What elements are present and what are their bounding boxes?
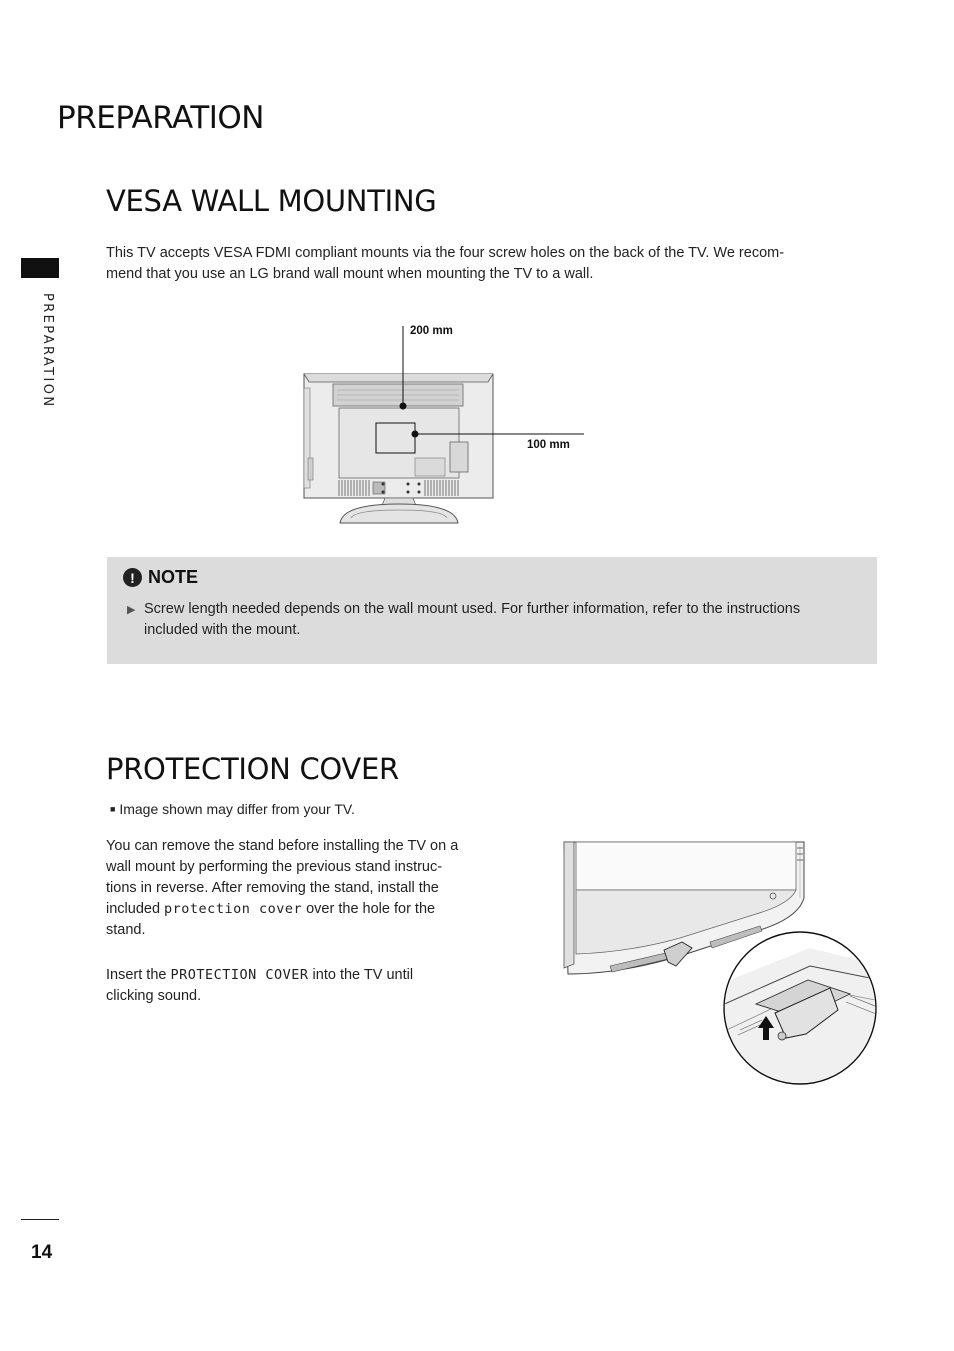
vesa-body-line: mend that you use an LG brand wall mount when mounting the TV to a wall. bbox=[106, 266, 594, 282]
disclaimer bbox=[110, 799, 355, 820]
protection-paragraph-1 bbox=[106, 836, 458, 941]
vesa-section-title: VESA WALL MOUNTING bbox=[106, 184, 437, 218]
footer-rule bbox=[21, 1219, 59, 1220]
square-bullet-icon: ■ bbox=[110, 804, 116, 814]
side-tab-marker bbox=[21, 258, 59, 278]
paragraph-line: You can remove the stand before installing the TV on a bbox=[106, 838, 459, 854]
dimension-label-100mm: 100 mm bbox=[527, 439, 570, 451]
note-heading-text: NOTE bbox=[148, 567, 199, 587]
protection-section-title: PROTECTION COVER bbox=[106, 752, 399, 786]
protection-paragraph-2 bbox=[106, 965, 413, 1007]
text-run: into the TV until bbox=[308, 967, 414, 983]
triangle-right-icon: ▶ bbox=[127, 603, 136, 616]
side-tab-label: PREPARATION bbox=[40, 293, 55, 409]
page-header-title: PREPARATION bbox=[57, 100, 264, 136]
paragraph-line bbox=[106, 899, 458, 920]
exclamation-icon: ! bbox=[123, 568, 142, 587]
paragraph-line: wall mount by performing the previous stand instruc- bbox=[106, 859, 443, 875]
protection-cover-diagram bbox=[560, 838, 882, 1090]
keyword-protection-cover: protection cover bbox=[164, 901, 303, 917]
vesa-body-line: This TV accepts VESA FDMI compliant mounts via the four screw holes on the back of the TV. We recom- bbox=[106, 245, 785, 261]
text-run: Insert the bbox=[106, 967, 171, 983]
text-run: over the hole for the bbox=[302, 901, 436, 917]
dimension-label-200mm: 200 mm bbox=[410, 325, 453, 337]
note-text-line: included with the mount. bbox=[144, 622, 301, 638]
tv-back-diagram bbox=[295, 318, 595, 530]
note-heading bbox=[123, 567, 198, 588]
paragraph-line bbox=[106, 965, 413, 986]
paragraph-line: tions in reverse. After removing the stand, install the bbox=[106, 880, 439, 896]
page-number: 14 bbox=[31, 1242, 53, 1263]
note-text-line: Screw length needed depends on the wall mount used. For further information, refer to the instructions bbox=[144, 601, 801, 617]
keyword-protection-cover-caps: PROTECTION COVER bbox=[170, 967, 309, 983]
disclaimer-text: Image shown may differ from your TV. bbox=[119, 801, 355, 817]
text-run: included bbox=[106, 901, 165, 917]
vesa-body bbox=[106, 243, 784, 285]
paragraph-line: stand. bbox=[106, 922, 146, 938]
paragraph-line: clicking sound. bbox=[106, 988, 202, 1004]
note-text bbox=[144, 599, 800, 641]
